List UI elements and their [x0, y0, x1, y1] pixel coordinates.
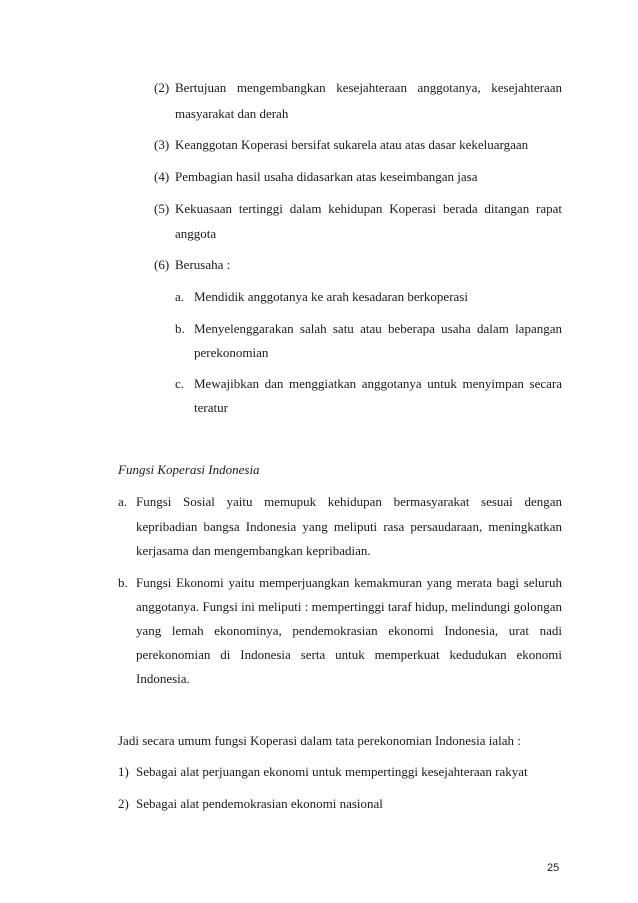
page-number: 25	[547, 862, 560, 874]
summary-item-text: Sebagai alat pendemokrasian ekonomi nasional	[136, 796, 383, 811]
sublist-item-text: Menyelenggarakan salah satu atau beberapa usaha dalam lapangan	[194, 321, 562, 336]
summary-number: 1)	[118, 764, 129, 779]
list-letter: b.	[118, 575, 128, 590]
sublist-item-text: Mewajibkan dan menggiatkan anggotanya untuk menyimpan secara	[194, 376, 562, 391]
sublist-item-text: teratur	[194, 400, 228, 415]
list-item-text: Bertujuan mengembangkan kesejahteraan anggotanya, kesejahteraan	[175, 80, 562, 95]
sublist-letter: a.	[175, 289, 185, 304]
paragraph-line: kerjasama dan mengembangkan kepribadian.	[136, 543, 371, 558]
list-number: (5)	[154, 201, 170, 216]
paragraph-line: perekonomian di Indonesia serta untuk memperkuat kedudukan ekonomi	[136, 647, 562, 662]
list-number: (6)	[154, 257, 170, 272]
list-number: (4)	[154, 169, 170, 184]
summary-number: 2)	[118, 796, 129, 811]
list-item-text: Keanggotan Koperasi bersifat sukarela atau atas dasar kekeluargaan	[175, 137, 529, 152]
paragraph-line: Fungsi Sosial yaitu memupuk kehidupan bermasyarakat sesuai dengan	[136, 494, 562, 509]
sublist-letter: c.	[175, 376, 185, 391]
paragraph-line: Fungsi Ekonomi yaitu memperjuangkan kemakmuran yang merata bagi seluruh	[136, 575, 562, 590]
list-number: (2)	[154, 80, 170, 95]
summary-intro: Jadi secara umum fungsi Koperasi dalam tata perekonomian Indonesia ialah :	[118, 733, 521, 748]
list-item-text: masyarakat dan derah	[175, 106, 289, 121]
list-item-text: Berusaha :	[175, 257, 231, 272]
list-item-text: Pembagian hasil usaha didasarkan atas keseimbangan jasa	[175, 169, 478, 184]
list-item-text: anggota	[175, 226, 217, 241]
list-number: (3)	[154, 137, 170, 152]
sublist-letter: b.	[175, 321, 185, 336]
sublist-item-text: Mendidik anggotanya ke arah kesadaran berkoperasi	[194, 289, 468, 304]
paragraph-line: anggotanya. Fungsi ini meliputi : mempertinggi taraf hidup, melindungi golongan	[136, 599, 562, 614]
paragraph-line: yang lemah ekonominya, pendemokrasian ekonomi Indonesia, urat nadi	[136, 623, 562, 638]
sublist-item-text: perekonomian	[194, 345, 269, 360]
paragraph-line: kepribadian bangsa Indonesia yang meliputi rasa persaudaraan, meningkatkan	[136, 519, 562, 534]
summary-item-text: Sebagai alat perjuangan ekonomi untuk mempertinggi kesejahteraan rakyat	[136, 764, 528, 779]
section-heading: Fungsi Koperasi Indonesia	[118, 462, 260, 477]
list-letter: a.	[118, 494, 128, 509]
paragraph-line: Indonesia.	[136, 671, 190, 686]
list-item-text: Kekuasaan tertinggi dalam kehidupan Koperasi berada ditangan rapat	[175, 201, 562, 216]
